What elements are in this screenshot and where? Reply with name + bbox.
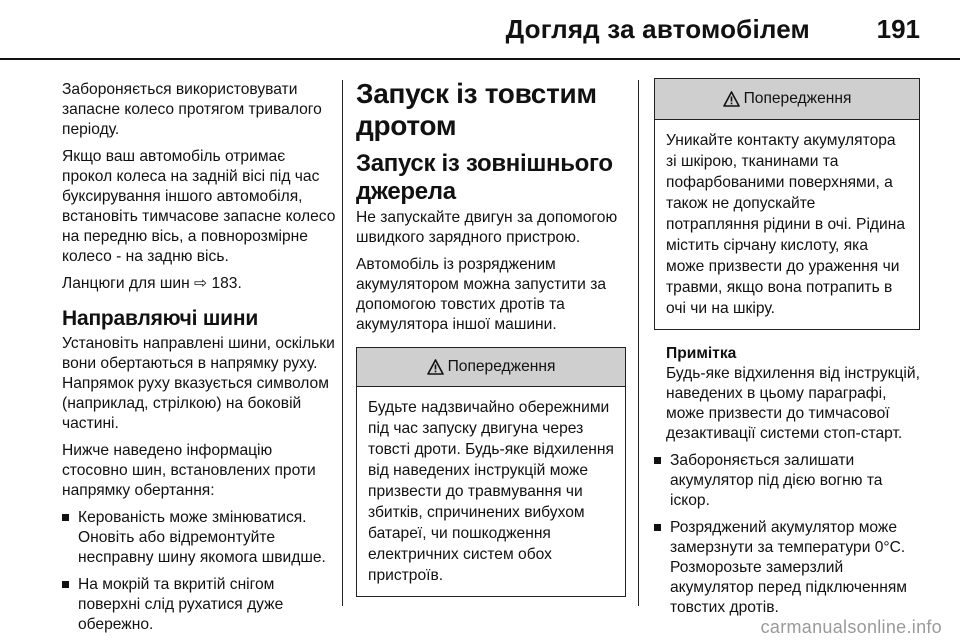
watermark: carmanualsonline.info (760, 617, 942, 637)
warning-text: Будьте надзвичайно обережними під час запуску двигуна через товсті дроти. Будь-яке відхилення від наведених інструкцій може призвести до травмування чи збитків, спричинених вибухом батареї, чи пошкодження електричних систем обох пристроїв. (368, 399, 614, 584)
warning-text: Уникайте контакту акумулятора зі шкірою, тканинами та пофарбованими поверхнями, а також не допускайте потрапляння рідини в очі. Рідина містить сірчану кислоту, яка може призвести до ураження чи травми, якщо вона потрапить в очі чи на шкіру. (666, 132, 906, 317)
list-item-text: На мокрій та вкритій снігом поверхні слід рухатися дуже обережно. (78, 576, 284, 633)
page-number: 191 (876, 14, 920, 44)
list-item-text: Розряджений акумулятор може замерзнути за температури 0°C. Розморозьте замерзлий акумулятор перед підключенням товстих дротів. (670, 519, 908, 616)
list-item-text: Керованість може змінюватися. Оновіть або відремонтуйте несправну шину якомога швидше. (78, 509, 326, 566)
note-text: Будь-яке відхилення від інструкцій, наведених в цьому параграфі, може призвести до тимчасової дезактивації системи стоп-старт. (666, 365, 920, 442)
warning-title: Попередження (447, 358, 556, 375)
warning-title: Попередження (743, 90, 852, 107)
page-header (0, 0, 960, 62)
list-item (62, 575, 338, 635)
paragraph: Нижче наведено інформацію стосовно шин, встановлених проти напрямку обертання: (62, 442, 316, 499)
warning-box (356, 347, 626, 597)
note-title: Примітка (666, 345, 737, 362)
bullet-square-icon (62, 581, 69, 588)
header-rule (0, 58, 960, 60)
column-right (654, 78, 920, 625)
warning-header (357, 348, 625, 387)
paragraph: Установіть направлені шини, оскільки вони обертаються в напрямку руху. Напрямок руху вказується символом (наприклад, стрілкою) на боковій частині. (62, 335, 335, 432)
page-title: Догляд за автомобілем (505, 14, 810, 44)
list-item (62, 508, 338, 568)
warning-header (655, 79, 919, 120)
chapter-heading: Запуск із товстим дротом (356, 78, 597, 141)
section-heading: Направляючі шини (62, 307, 259, 330)
bullet-square-icon (654, 457, 661, 464)
section-heading: Запуск із зовнішнього джерела (356, 150, 613, 205)
column-middle (356, 78, 626, 611)
warning-triangle-icon (723, 91, 740, 107)
list-item (654, 451, 920, 511)
list-item (654, 518, 920, 618)
bullet-square-icon (62, 514, 69, 521)
paragraph: Забороняється використовувати запасне колесо протягом тривалого періоду. (62, 81, 322, 138)
column-divider (342, 80, 343, 606)
paragraph: Якщо ваш автомобіль отримає прокол колеса на задній вісі під час буксирування іншого автомобіля, встановіть тимчасове запасне колесо на передню вісь, а повнорозмірне колесо - на задню вісь. (62, 148, 336, 265)
paragraph: Не запускайте двигун за допомогою швидкого зарядного пристрою. (356, 209, 618, 246)
paragraph: Автомобіль із розрядженим акумулятором можна запустити за допомогою товстих дротів та акумулятора іншої машини. (356, 256, 607, 333)
list-item-text: Забороняється залишати акумулятор під дією вогню та іскор. (670, 452, 883, 509)
column-left (62, 80, 338, 642)
cross-reference-text: Ланцюги для шин (62, 275, 190, 292)
cross-reference (62, 274, 338, 294)
cross-reference-link[interactable]: 183. (211, 275, 242, 292)
page-ref-arrow-icon: ⇨ (194, 275, 208, 292)
note-block (654, 344, 920, 444)
column-divider (638, 80, 639, 606)
bullet-square-icon (654, 524, 661, 531)
warning-box (654, 78, 920, 330)
warning-triangle-icon (427, 359, 444, 375)
